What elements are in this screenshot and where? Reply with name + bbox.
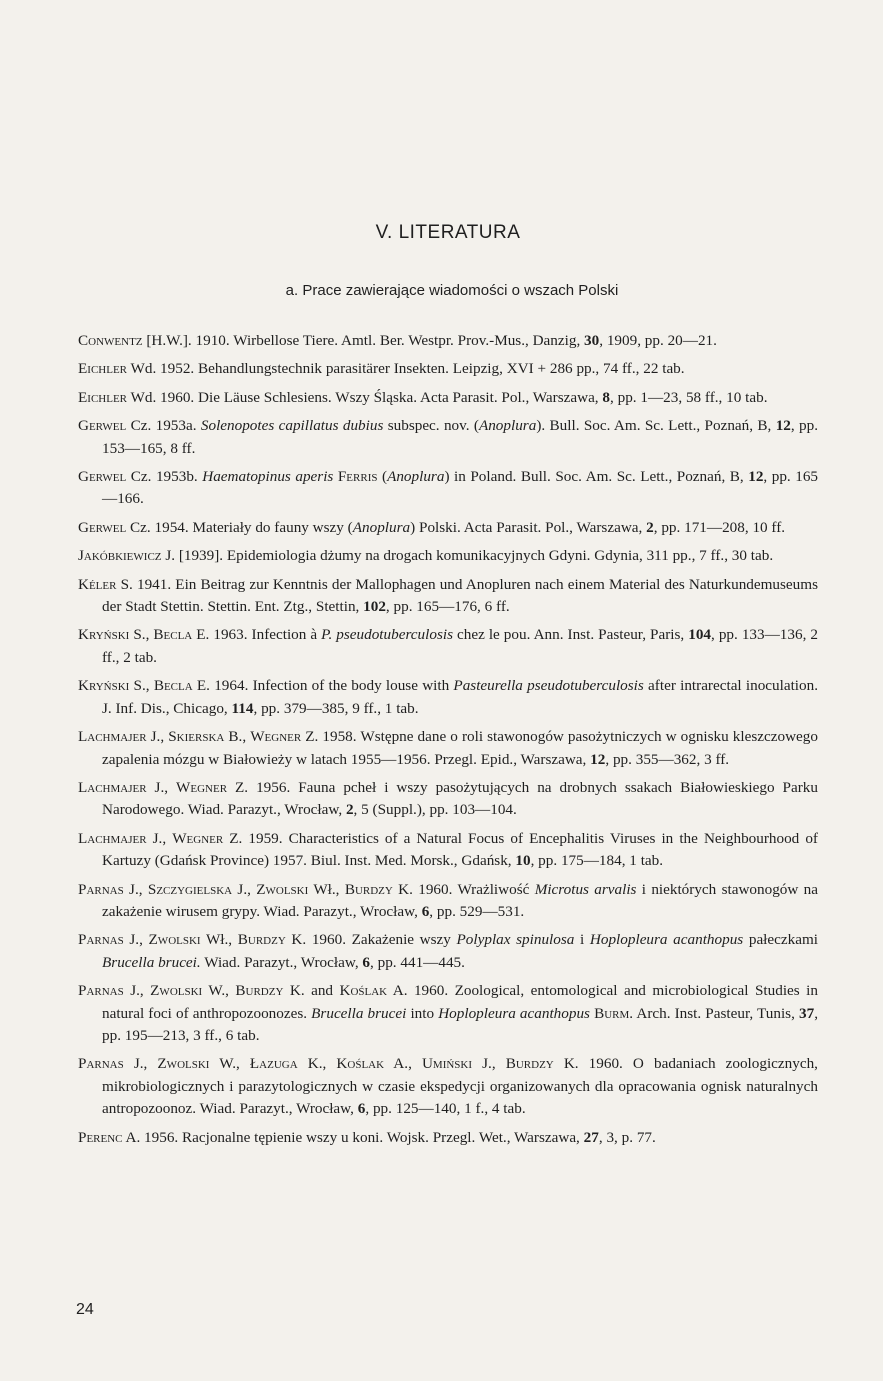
reference-text: A. 1956. Racjonalne tępienie wszy u koni. Wojsk. Przegl. Wet., Warszawa, [122, 1128, 584, 1146]
reference-entry [78, 726, 818, 771]
volume-number: 12 [590, 750, 606, 768]
reference-text: E. 1964. Infection of the body louse with [192, 677, 454, 695]
reference-entry [78, 1053, 818, 1120]
author-name: Umiński [421, 1055, 473, 1073]
reference-entry [78, 574, 818, 619]
reference-text: chez le pou. Ann. Inst. Pasteur, Paris, [452, 626, 689, 644]
reference-text: J., [472, 1055, 506, 1073]
reference-text: , pp. 165—166. [102, 468, 819, 508]
italic-text: Brucella brucei. [102, 953, 201, 971]
reference-entry [78, 1127, 818, 1149]
volume-number: 2 [646, 518, 654, 536]
italic-text: Solenopotes capillatus dubius [200, 417, 384, 435]
reference-text: S., [129, 677, 154, 695]
reference-text: J., [146, 728, 169, 746]
author-name: Zwolski [148, 931, 201, 949]
author-name: Perenc [78, 1128, 123, 1146]
volume-number: 12 [748, 468, 764, 486]
reference-text: , pp. 529—531. [429, 902, 525, 920]
reference-entry [78, 358, 818, 380]
reference-text: , 5 (Suppl.), pp. 103—104. [353, 801, 517, 819]
italic-text: Hoplopleura acanthopus [438, 1004, 590, 1022]
volume-number: 27 [583, 1128, 599, 1146]
reference-text: A., [384, 1055, 422, 1073]
reference-text: , pp. 441—445. [370, 953, 465, 971]
italic-text: Polyplax spinulosa [456, 931, 575, 949]
volume-number: 6 [357, 1100, 366, 1118]
italic-text: Microtus arvalis [534, 880, 637, 898]
author-name: Parnas [78, 982, 124, 1000]
author-name: Kéler [78, 575, 117, 593]
reference-text: , pp. 171—208, 10 ff. [653, 518, 786, 536]
reference-text: Z. 1958. Wstępne dane o roli stawonogów pasożytniczych w ognisku kleszczowego zapalenia mózgu w Białowieży w latach 1955—1956. Przegl. Epid., Warszawa, [102, 728, 818, 768]
author-name: Parnas [78, 931, 124, 949]
reference-text: Cz. 1953b. [126, 468, 203, 486]
author-name: Burdzy [237, 931, 286, 949]
italic-text: P. pseudotuberculosis [321, 626, 453, 644]
reference-entry [78, 545, 818, 567]
italic-text: Anoplura [478, 417, 537, 435]
reference-text: , pp. 195—213, 3 ff., 6 tab. [102, 1004, 818, 1044]
reference-text: Arch. Inst. Pasteur, Tunis, [633, 1004, 799, 1022]
italic-text: Pasteurella pseudotuberculosis [453, 677, 644, 695]
volume-number: 37 [799, 1004, 815, 1022]
reference-text: J., [146, 829, 173, 847]
reference-entry [78, 624, 818, 669]
author-name: Zwolski [150, 982, 203, 1000]
volume-number: 104 [688, 626, 712, 644]
reference-text: K. 1960. Zakażenie wszy [285, 931, 457, 949]
volume-number: 8 [602, 388, 610, 406]
reference-entry [78, 929, 818, 974]
reference-entry [78, 415, 818, 460]
author-name: Burdzy [235, 982, 284, 1000]
author-name: Kryński [78, 626, 130, 644]
reference-text: Wł., [308, 880, 345, 898]
reference-text: J. [1939]. Epidemiologia dżumy na drogach komunikacyjnych Gdyni. Gdynia, 311 pp., 7 ff., 30 tab. [161, 547, 774, 565]
reference-text: J., [123, 982, 151, 1000]
reference-text: , pp. 1—23, 58 ff., 10 tab. [610, 388, 768, 406]
reference-text: , pp. 165—176, 6 ff. [385, 598, 510, 616]
reference-text: i niektórych stawonogów na zakażenie wirusem grypy. Wiad. Parazyt., Wrocław, [102, 880, 819, 920]
author-name: Skierska [168, 728, 225, 746]
volume-number: 114 [231, 699, 254, 717]
italic-text: Hoplopleura acanthopus [589, 931, 744, 949]
author-name: Jakóbkiewicz [78, 547, 162, 565]
italic-text: Anoplura [352, 518, 411, 536]
reference-entry [78, 828, 818, 873]
reference-text: , 3, p. 77. [598, 1128, 656, 1146]
reference-entry [78, 879, 818, 924]
reference-text: i [574, 931, 590, 949]
volume-number: 6 [421, 902, 430, 920]
reference-text: J., [123, 880, 148, 898]
author-name: Parnas [78, 1055, 124, 1073]
section-heading: V. LITERATURA [375, 222, 521, 243]
reference-text: K., [297, 1055, 337, 1073]
author-name: Zwolski [256, 880, 309, 898]
page-number: 24 [76, 1301, 94, 1318]
author-name: Koślak [339, 982, 388, 1000]
reference-text: Cz. 1954. Materiały do fauny wszy ( [126, 518, 353, 536]
reference-text: A. 1960. Zoological, entomological and microbiological Studies in natural foci of anthropozoonozes. [102, 982, 818, 1022]
reference-text: ) Polski. Acta Parasit. Pol., Warszawa, [410, 518, 647, 536]
reference-text: into [406, 1004, 439, 1022]
author-name: Lachmajer [78, 728, 147, 746]
reference-text: J., [123, 931, 149, 949]
reference-text: J., [123, 1055, 158, 1073]
reference-text: K. and [283, 982, 340, 1000]
reference-text: J., [146, 778, 177, 796]
reference-text: ). Bull. Soc. Am. Sc. Lett., Poznań, B, [536, 417, 776, 435]
reference-text: Cz. 1953a. [126, 417, 201, 435]
reference-text: S., [129, 626, 154, 644]
reference-text: E. 1963. Infection à [192, 626, 322, 644]
author-name: Burm. [594, 1004, 634, 1022]
author-name: Eichler [78, 360, 127, 378]
reference-text: ) in Poland. Bull. Soc. Am. Sc. Lett., Poznań, B, [444, 468, 749, 486]
reference-entry [78, 980, 818, 1047]
author-name: Gerwel [78, 417, 127, 435]
italic-text: Anoplura [387, 468, 445, 486]
volume-number: 6 [362, 953, 371, 971]
author-name: Szczygielska [147, 880, 233, 898]
reference-text: ( [377, 468, 388, 486]
reference-text: Z. 1959. Characteristics of a Natural Focus of Encephalitis Viruses in the Neighbourhood of Kartuzy (Gdańsk Province) 1957. Biul. Inst. Med. Morsk., Gdańsk, [102, 829, 818, 870]
reference-text: , pp. 355—362, 3 ff. [605, 750, 730, 768]
author-name: Becla [153, 626, 193, 644]
reference-text: Wd. 1952. Behandlungstechnik parasitärer Insekten. Leipzig, XVI + 286 pp., 74 ff., 22 tab. [127, 360, 685, 378]
volume-number: 10 [515, 852, 531, 870]
author-name: Ferris [337, 468, 378, 486]
reference-entry [78, 387, 818, 409]
reference-text: K. 1960. O badaniach zoologicznych, mikrobiologicznych i parazytologicznych w czasie ekspedycji organizowanych dla opracowania ognisk naturalnych antropozoonoz. Wiad. Parazyt., Wrocław, [102, 1055, 818, 1118]
author-name: Zwolski [157, 1055, 210, 1073]
author-name: Burdzy [505, 1055, 554, 1073]
italic-text: Haematopinus aperis [202, 468, 334, 486]
italic-text: Brucella brucei [311, 1004, 407, 1022]
volume-number: 30 [584, 332, 600, 349]
reference-entry [78, 675, 818, 720]
reference-text: W., [209, 1055, 250, 1073]
author-name: Wegner [176, 778, 228, 796]
author-name: Gerwel [78, 518, 127, 536]
author-name: Parnas [78, 880, 124, 898]
reference-text: S. 1941. Ein Beitrag zur Kenntnis der Mallophagen und Anopluren nach einem Material des Naturkundemuseums der Stadt Stettin. Stettin. Ent. Ztg., Stettin, [102, 575, 818, 616]
volume-number: 12 [775, 417, 791, 435]
reference-text: [H.W.]. 1910. Wirbellose Tiere. Amtl. Ber. Westpr. Prov.-Mus., Danzig, [142, 332, 585, 349]
reference-entry [78, 466, 818, 511]
section-subheading: a. Prace zawierające wiadomości o wszach Polski [285, 282, 619, 299]
reference-text: K. 1960. Wrażliwość [392, 880, 535, 898]
reference-text: , pp. 133—136, 2 ff., 2 tab. [102, 626, 818, 666]
reference-text: Z. 1956. Fauna pcheł i wszy pasożytujących na drobnych ssakach Białowieskiego Parku Narodowego. Wiad. Parazyt., Wrocław, [102, 778, 818, 819]
reference-text: Wd. 1960. Die Läuse Schlesiens. Wszy Śląska. Acta Parasit. Pol., Warszawa, [127, 388, 603, 406]
reference-text: , pp. 379—385, 9 ff., 1 tab. [253, 699, 419, 717]
reference-text: , 1909, pp. 20—21. [599, 332, 717, 349]
author-name: Łazuga [249, 1055, 298, 1073]
author-name: Lachmajer [78, 829, 147, 847]
reference-text: W., [202, 982, 236, 1000]
reference-text: Wiad. Parazyt., Wrocław, [200, 953, 363, 971]
reference-text: , pp. 153—165, 8 ff. [102, 417, 818, 457]
reference-text: pałeczkami [743, 931, 818, 949]
reference-text: subspec. nov. ( [383, 417, 479, 435]
author-name: Gerwel [78, 468, 127, 486]
author-name: Conwentz [78, 332, 143, 349]
reference-list [78, 330, 818, 1149]
author-name: Kryński [78, 677, 130, 695]
volume-number: 2 [345, 801, 354, 819]
author-name: Lachmajer [78, 778, 147, 796]
author-name: Burdzy [344, 880, 393, 898]
reference-text: , pp. 125—140, 1 f., 4 tab. [365, 1100, 526, 1118]
document-body [78, 222, 818, 1155]
author-name: Becla [153, 677, 193, 695]
reference-text: , pp. 175—184, 1 tab. [530, 852, 664, 870]
reference-entry [78, 777, 818, 822]
author-name: Wegner [172, 829, 224, 847]
volume-number: 102 [363, 598, 386, 616]
reference-entry [78, 517, 818, 539]
reference-text: after intrarectal inoculation. J. Inf. Dis., Chicago, [102, 677, 819, 717]
reference-text: Wł., [200, 931, 238, 949]
author-name: Eichler [78, 388, 127, 406]
author-name: Koślak [336, 1055, 385, 1073]
reference-entry [78, 330, 818, 352]
reference-text: B., [224, 728, 251, 746]
author-name: Wegner [250, 728, 302, 746]
reference-text: J., [232, 880, 257, 898]
